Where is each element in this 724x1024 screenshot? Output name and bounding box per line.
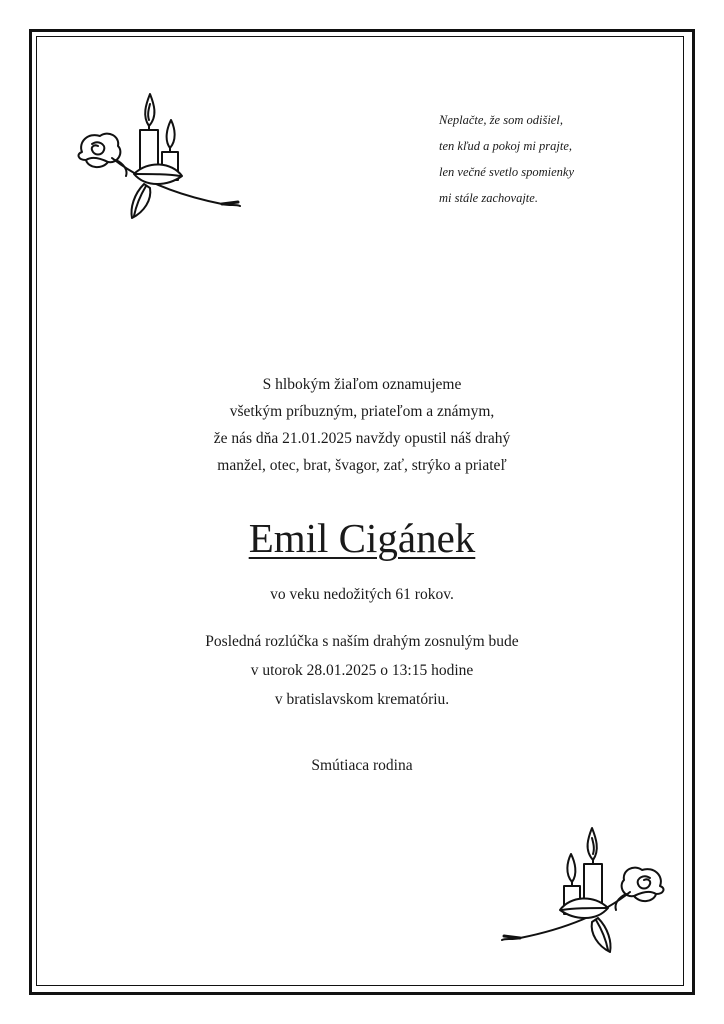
verse-line: mi stále zachovajte. — [439, 191, 538, 205]
age-line: vo veku nedožitých 61 rokov. — [270, 586, 454, 603]
farewell-line: Posledná rozlúčka s naším drahým zosnulým bude — [205, 633, 519, 650]
candles-rose-icon — [498, 820, 670, 960]
farewell-line: v bratislavskom krematóriu. — [274, 691, 450, 708]
announcement-intro — [40, 371, 684, 479]
verse-line: ten kľud a pokoj mi prajte, — [439, 139, 572, 153]
intro-line: S hlbokým žiaľom oznamujeme — [262, 376, 462, 393]
intro-line: že nás dňa 21.01.2025 navždy opustil náš drahý — [213, 430, 511, 447]
verse-line: len večné svetlo spomienky — [439, 165, 575, 179]
deceased-name: Emil Cigánek — [248, 515, 476, 561]
farewell-line: v utorok 28.01.2025 o 13:15 hodine — [250, 662, 474, 679]
candles-rose-icon — [72, 86, 244, 226]
farewell-details — [40, 627, 684, 714]
intro-line: manžel, otec, brat, švagor, zať, strýko a priateľ — [217, 457, 507, 474]
memorial-verse — [439, 107, 659, 211]
intro-line: všetkým príbuzným, priateľom a známym, — [229, 403, 495, 420]
verse-line: Neplačte, že som odišiel, — [439, 113, 563, 127]
family-signature: Smútiaca rodina — [311, 757, 413, 774]
